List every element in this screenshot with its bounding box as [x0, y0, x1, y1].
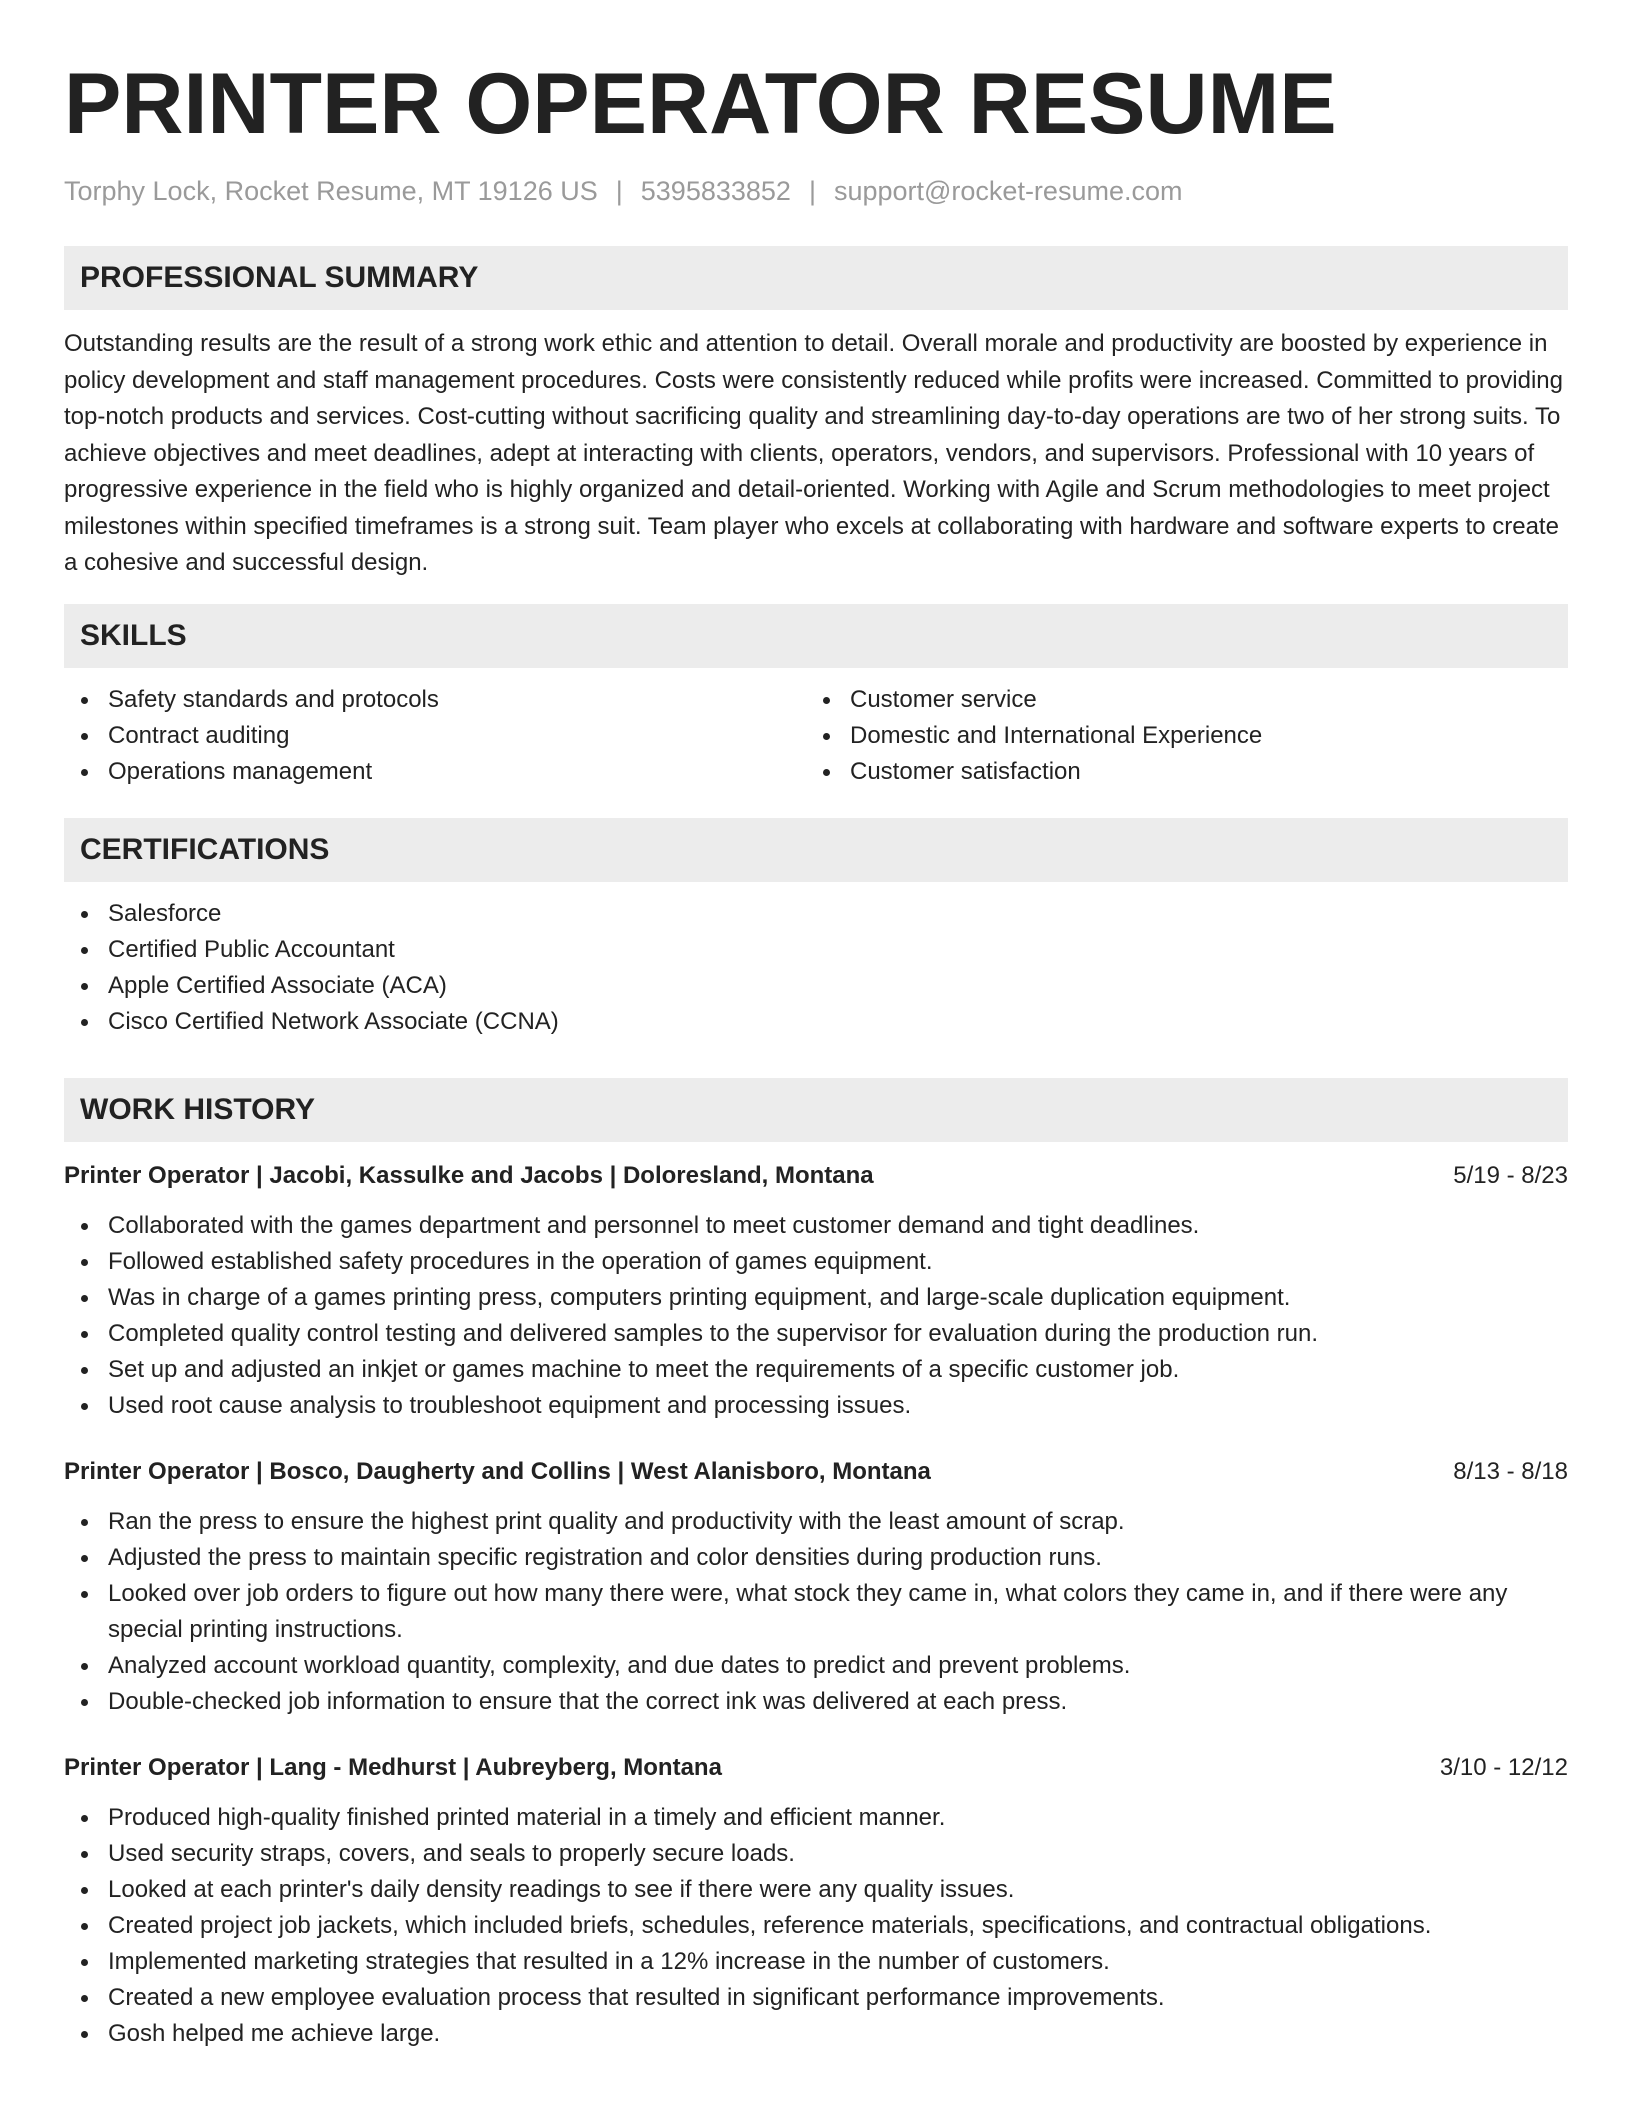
certification-item: Apple Certified Associate (ACA)	[108, 968, 1568, 1004]
certification-item: Certified Public Accountant	[108, 932, 1568, 968]
job-bullet: Was in charge of a games printing press, computers printing equipment, and large-scale duplication equipment.	[108, 1280, 1568, 1316]
job-bullet: Completed quality control testing and delivered samples to the supervisor for evaluation during the production run.	[108, 1316, 1568, 1352]
job-bullet: Looked over job orders to figure out how many there were, what stock they came in, what colors they came in, and if there were any special printing instructions.	[108, 1576, 1568, 1648]
job-header	[64, 1454, 1568, 1490]
job-bullet: Followed established safety procedures in the operation of games equipment.	[108, 1244, 1568, 1280]
job-header	[64, 1158, 1568, 1194]
certification-item: Cisco Certified Network Associate (CCNA)	[108, 1004, 1568, 1040]
skill-item: Domestic and International Experience	[850, 718, 1548, 754]
job-dates: 5/19 - 8/23	[1453, 1161, 1568, 1189]
work-history-section	[64, 1078, 1568, 2052]
skills-heading: SKILLS	[64, 604, 1568, 668]
job-bullet: Ran the press to ensure the highest print quality and productivity with the least amount of scrap.	[108, 1504, 1568, 1540]
job-bullet: Double-checked job information to ensure that the correct ink was delivered at each press.	[108, 1684, 1568, 1720]
job-bullet: Looked at each printer's daily density readings to see if there were any quality issues.	[108, 1872, 1568, 1908]
contact-phone: 5395833852	[640, 176, 791, 206]
job-title: Printer Operator | Lang - Medhurst | Aubreyberg, Montana	[64, 1753, 722, 1781]
job-bullets	[64, 1504, 1568, 1720]
skill-item: Customer service	[850, 682, 1548, 718]
skill-item: Safety standards and protocols	[108, 682, 806, 718]
skills-list-right	[806, 682, 1548, 790]
job-title: Printer Operator | Jacobi, Kassulke and Jacobs | Doloresland, Montana	[64, 1161, 874, 1189]
job-header	[64, 1750, 1568, 1786]
job-bullet: Set up and adjusted an inkjet or games machine to meet the requirements of a specific customer job.	[108, 1352, 1568, 1388]
job-dates: 3/10 - 12/12	[1439, 1753, 1568, 1781]
summary-section	[64, 246, 1568, 582]
contact-separator: |	[615, 176, 623, 206]
skills-section	[64, 604, 1568, 790]
work-history-heading: WORK HISTORY	[64, 1078, 1568, 1142]
skill-item: Customer satisfaction	[850, 754, 1548, 790]
summary-text: Outstanding results are the result of a strong work ethic and attention to detail. Overall morale and productivity are boosted by experience in policy development and staff management procedures. Costs were consistently reduced while profits were increased. Committed to providing top-notch products and services. Cost-cutting without sacrificing quality and streamlining day-to-day operations are two of her strong suits. To achieve objectives and meet deadlines, adept at interacting with clients, operators, vendors, and supervisors. Professional with 10 years of progressive experience in the field who is highly organized and detail-oriented. Working with Agile and Scrum methodologies to meet project milestones within specified timeframes is a strong suit. Team player who excels at collaborating with hardware and software experts to create a cohesive and successful design.	[64, 330, 1563, 576]
contact-email: support@rocket-resume.com	[833, 176, 1183, 206]
job-bullet: Created project job jackets, which included briefs, schedules, reference materials, specifications, and contractual obligations.	[108, 1908, 1568, 1944]
contact-line	[64, 174, 1568, 208]
job-bullet: Gosh helped me achieve large.	[108, 2016, 1568, 2052]
job-bullets	[64, 1208, 1568, 1424]
job-bullet: Analyzed account workload quantity, complexity, and due dates to predict and prevent problems.	[108, 1648, 1568, 1684]
certifications-list	[64, 896, 1568, 1040]
skill-item: Operations management	[108, 754, 806, 790]
skill-item: Contract auditing	[108, 718, 806, 754]
skills-grid	[64, 682, 1568, 790]
job-entry	[64, 1158, 1568, 1424]
job-bullet: Adjusted the press to maintain specific registration and color densities during production runs.	[108, 1540, 1568, 1576]
certifications-section	[64, 818, 1568, 1040]
contact-separator: |	[808, 176, 816, 206]
certifications-heading: CERTIFICATIONS	[64, 818, 1568, 882]
job-bullet: Produced high-quality finished printed material in a timely and efficient manner.	[108, 1800, 1568, 1836]
job-bullet: Used security straps, covers, and seals to properly secure loads.	[108, 1836, 1568, 1872]
job-bullet: Collaborated with the games department and personnel to meet customer demand and tight deadlines.	[108, 1208, 1568, 1244]
job-entry	[64, 1750, 1568, 2052]
job-entry	[64, 1454, 1568, 1720]
certification-item: Salesforce	[108, 896, 1568, 932]
summary-heading: PROFESSIONAL SUMMARY	[64, 246, 1568, 310]
job-bullet: Created a new employee evaluation process that resulted in significant performance improvements.	[108, 1980, 1568, 2016]
job-bullet: Used root cause analysis to troubleshoot equipment and processing issues.	[108, 1388, 1568, 1424]
resume-title: PRINTER OPERATOR RESUME	[64, 56, 1337, 152]
skills-list-left	[64, 682, 806, 790]
contact-address: Torphy Lock, Rocket Resume, MT 19126 US	[64, 176, 598, 206]
job-bullets	[64, 1800, 1568, 2052]
job-dates: 8/13 - 8/18	[1453, 1457, 1568, 1485]
job-bullet: Implemented marketing strategies that resulted in a 12% increase in the number of customers.	[108, 1944, 1568, 1980]
job-title: Printer Operator | Bosco, Daugherty and Collins | West Alanisboro, Montana	[64, 1457, 931, 1485]
